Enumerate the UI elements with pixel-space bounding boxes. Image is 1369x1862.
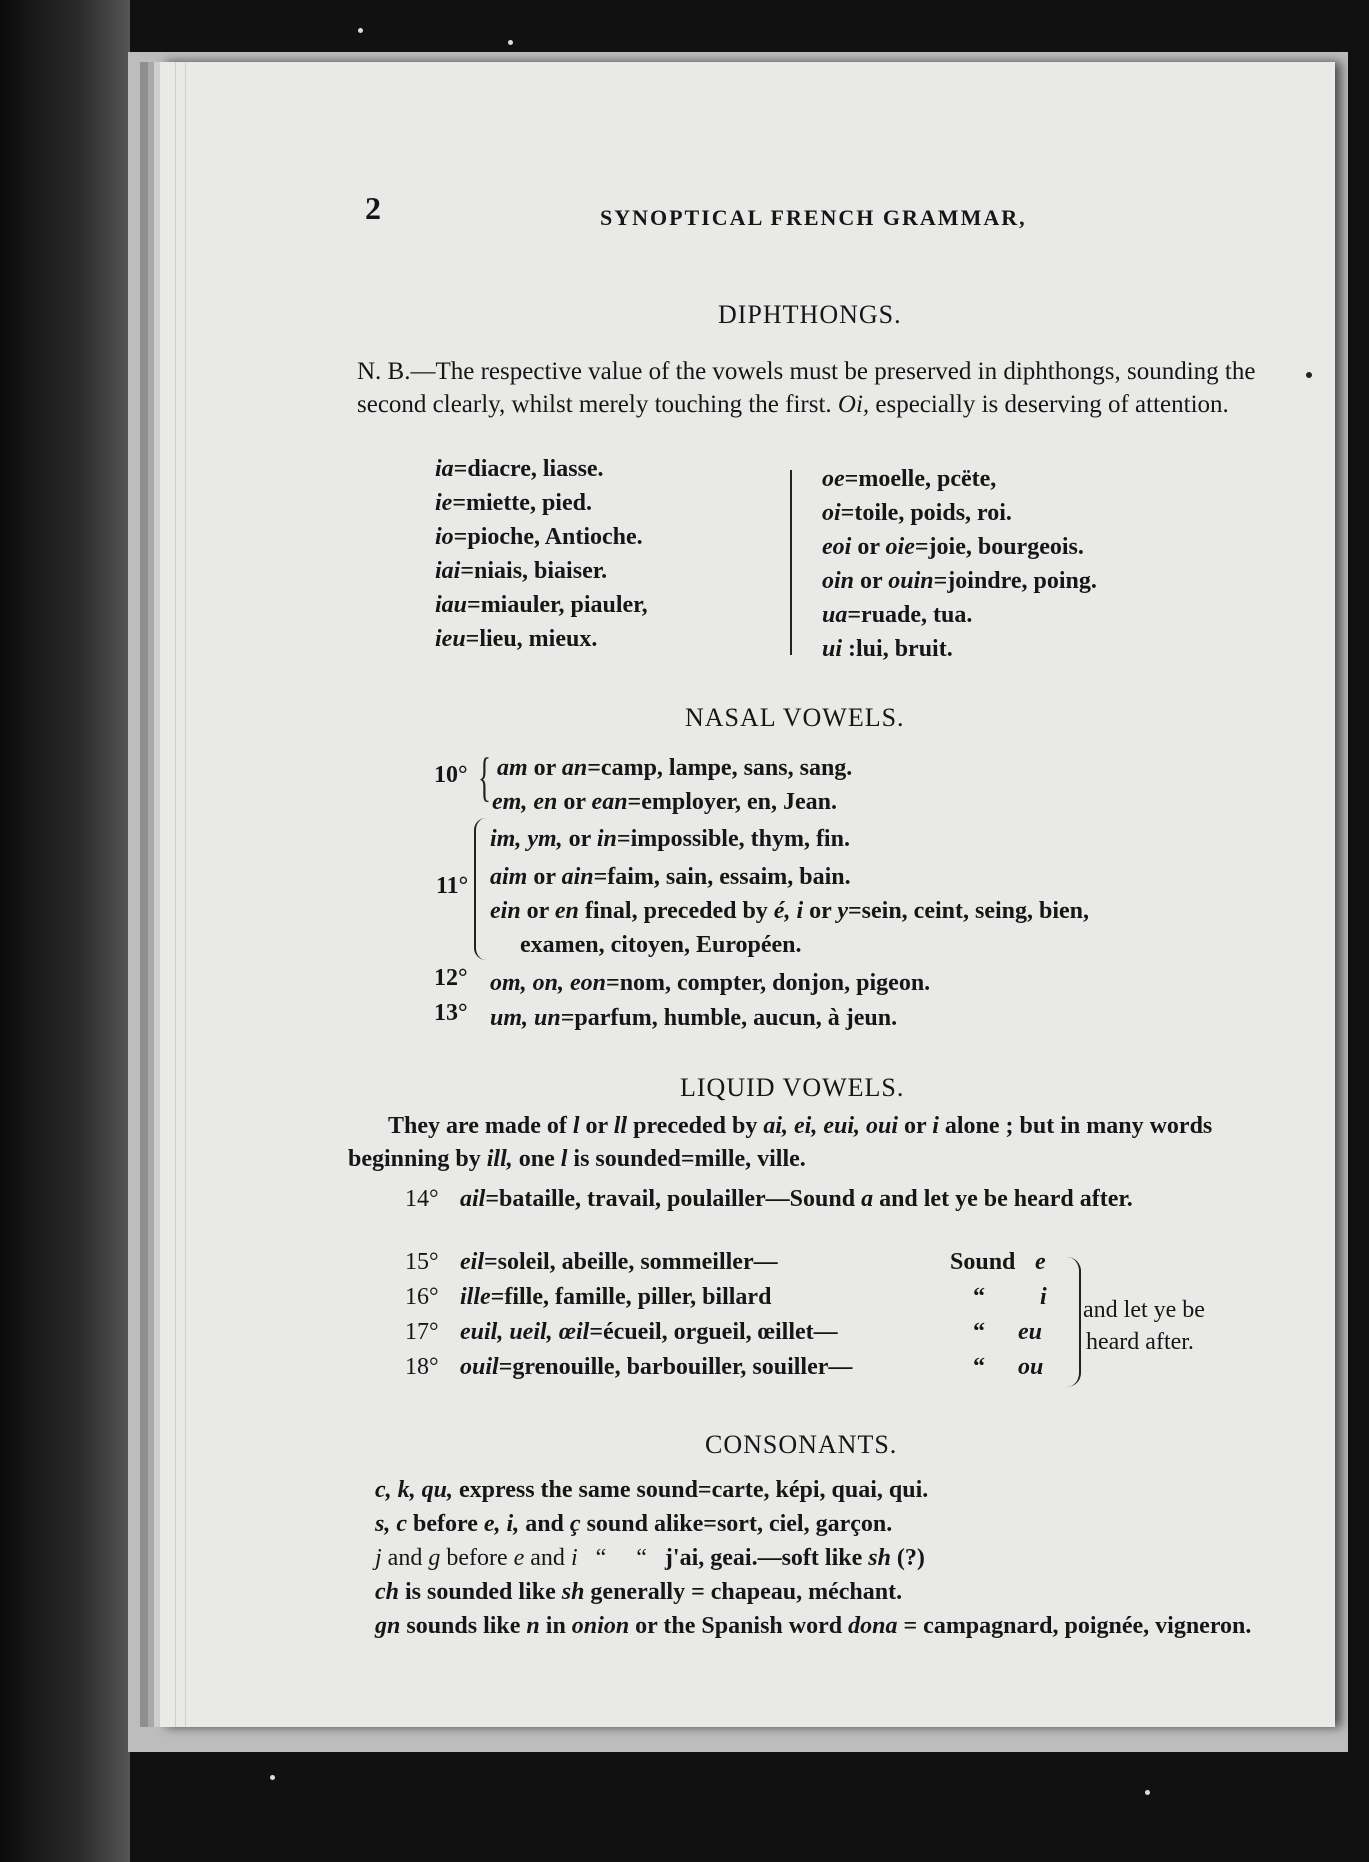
note-end: especially is deserving of attention. <box>875 391 1229 418</box>
speck <box>1306 372 1312 378</box>
speck <box>270 1775 275 1780</box>
section-heading-nasal: NASAL VOWELS. <box>685 703 905 732</box>
nasal-row: im, ym, or in=impossible, thym, fin. <box>490 826 850 852</box>
list-item: gn sounds like n in onion or the Spanish word dona = campagnard, poignée, vigneron. <box>375 1613 1252 1639</box>
brace: { <box>478 747 491 807</box>
nasal-row: ein or en final, preceded by é, i or y=sein, ceint, seing, bien, <box>490 898 1090 924</box>
list-item: oin or ouin=joindre, poing. <box>822 568 1097 594</box>
page-number: 2 <box>365 190 381 226</box>
list-item: ua=ruade, tua. <box>822 602 973 628</box>
diphthong-list-left <box>435 452 648 656</box>
liquid-intro: They are made of l or ll preceded by ai, ei, eui, oui or i alone ; but in many words beginning by ill, one l is sounded=mille, ville. <box>348 1113 1213 1172</box>
list-item: io=pioche, Antioche. <box>435 524 643 550</box>
rule-number: 11° <box>436 873 469 899</box>
list-item: c, k, qu, express the same sound=carte, képi, quai, qui. <box>375 1477 929 1503</box>
page-edge-line <box>185 62 186 1727</box>
column-divider <box>790 470 792 655</box>
liquid-brace-note: and let ye be heard after. <box>1083 1297 1205 1355</box>
nasal-row: aim or ain=faim, sain, essaim, bain. <box>490 864 851 890</box>
list-item: ch is sounded like sh generally = chapeau, méchant. <box>375 1579 903 1605</box>
diphthong-note <box>357 355 1277 421</box>
page-edge-line <box>175 62 176 1727</box>
speck <box>1145 1790 1150 1795</box>
scan-background <box>0 0 130 1862</box>
list-item: iai=niais, biaiser. <box>435 558 608 584</box>
table-row: 17° euil, ueil, œil=écueil, orgueil, œillet— “ eu <box>405 1319 1042 1345</box>
diphthong-list-right <box>822 462 1097 666</box>
speck <box>358 28 363 33</box>
running-head: SYNOPTICAL FRENCH GRAMMAR, <box>600 205 1027 230</box>
list-item: ie=miette, pied. <box>435 490 592 516</box>
list-item: ieu=lieu, mieux. <box>435 626 598 652</box>
nasal-row: am or an=camp, lampe, sans, sang. <box>497 755 853 781</box>
list-item: j and g before e and i “ “ j'ai, geai.—soft like sh (?) <box>375 1545 925 1571</box>
nasal-row: examen, citoyen, Européen. <box>520 932 802 958</box>
liquid-row-14: 14° ail=bataille, travail, poulailler—Sound a and let ye be heard after. <box>405 1186 1133 1212</box>
section-heading-consonants: CONSONANTS. <box>705 1430 898 1459</box>
consonant-rules <box>375 1473 1253 1643</box>
liquid-table <box>405 1245 1047 1385</box>
brace <box>1063 1257 1081 1387</box>
list-item: oe=moelle, pcëte, <box>822 466 997 492</box>
nasal-row: um, un=parfum, humble, aucun, à jeun. <box>490 1005 898 1031</box>
list-item: iau=miauler, piauler, <box>435 592 648 618</box>
nasal-row: om, on, eon=nom, compter, donjon, pigeon. <box>490 970 931 996</box>
note-key: Oi, <box>837 391 870 418</box>
table-row: 16° ille=fille, famille, piller, billard “ i <box>405 1284 1047 1310</box>
list-item: s, c before e, i, and ç sound alike=sort, ciel, garçon. <box>375 1511 893 1537</box>
section-heading-liquid: LIQUID VOWELS. <box>680 1073 905 1102</box>
rule-number: 10° <box>434 762 468 788</box>
list-item: eoi or oie=joie, bourgeois. <box>822 534 1084 560</box>
table-row: 18° ouil=grenouille, barbouiller, souiller— “ ou <box>405 1354 1044 1380</box>
list-item: ui :lui, bruit. <box>822 636 953 662</box>
list-item: ia=diacre, liasse. <box>435 456 604 482</box>
note-text: N. B.—The respective value of the vowels must be preserved in diphthongs, sounding the second clearly, whilst merely touching the first. <box>357 358 1256 418</box>
rule-number: 12° <box>434 965 468 991</box>
list-item: oi=toile, poids, roi. <box>822 500 1012 526</box>
brace <box>474 818 488 960</box>
nasal-row: em, en or ean=employer, en, Jean. <box>492 789 837 815</box>
table-row: 15° eil=soleil, abeille, sommeiller— Sound e <box>405 1249 1046 1275</box>
rule-number: 13° <box>434 1000 468 1026</box>
section-heading-diphthongs: DIPHTHONGS. <box>718 300 902 329</box>
speck <box>508 40 513 45</box>
